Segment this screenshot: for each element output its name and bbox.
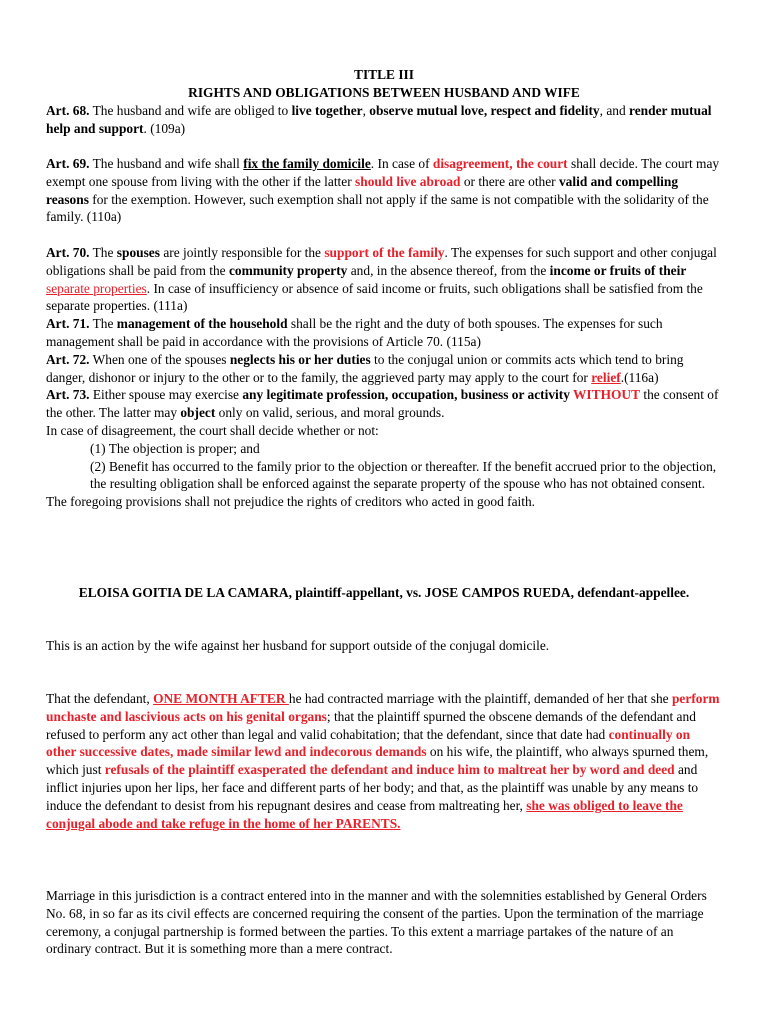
text: and, in the absence thereof, from the: [347, 262, 550, 278]
article-68: [46, 102, 722, 138]
highlight: refusals of the plaintiff exasperated the defendant and induce him to maltreat her by word and deed: [104, 762, 675, 778]
text: shall be the right and the duty of both spouses. The expenses for such management shall be paid in accordance with the provisions of Article 70. (115a): [46, 316, 663, 349]
text: The foregoing provisions shall not prejudice the rights of creditors who acted in good faith.: [46, 494, 536, 510]
text: The husband and wife are obliged to: [89, 103, 292, 118]
text: The: [89, 316, 117, 332]
emphasis: valid and compelling reasons: [46, 173, 679, 207]
text: When one of the spouses: [89, 351, 230, 367]
text: for the exemption. However, such exemption shall not apply if the same is not compatible with the solidarity of the family. (110a): [46, 191, 709, 225]
text: That the defendant,: [46, 691, 154, 706]
text: . (109a): [143, 120, 186, 136]
text: he had contracted marriage with the plaintiff, demanded of her that she: [288, 691, 672, 706]
list-item-1: (1) The objection is proper; and: [90, 440, 260, 456]
article-73-label: Art. 73.: [46, 387, 90, 403]
text: . In case of insufficiency or absence of said income or fruits, such obligations shall be satisfied from the separate properties. (111a): [46, 280, 703, 314]
article-71-label: Art. 71.: [46, 316, 90, 332]
text: or there are other: [460, 173, 559, 189]
text: to the conjugal union or commits acts which tend to bring danger, dishonor or injury to the other or to the family, the aggrieved party may apply to the court for: [46, 351, 684, 385]
highlight: ONE MONTH AFTER: [153, 691, 289, 706]
emphasis: any legitimate profession, occupation, business or activity: [242, 387, 574, 403]
text: The: [89, 245, 117, 260]
highlight: disagreement, the court: [432, 156, 568, 171]
emphasis: community property: [228, 262, 348, 278]
list-item-2: (2) Benefit has occurred to the family prior to the objection or thereafter. If the benefit accrued prior to the objection, the resulting obligation shall be enforced against the separate property of the spouse who has not obtained consent.: [90, 458, 717, 492]
text: , and: [599, 103, 630, 118]
highlight: continually on other successive dates, made similar lewd and indecorous demands: [46, 726, 691, 760]
highlight: should live abroad: [355, 173, 461, 189]
title-line-2: RIGHTS AND OBLIGATIONS BETWEEN HUSBAND AND WIFE: [188, 84, 580, 100]
article-72-label: Art. 72.: [46, 351, 90, 367]
paragraph-3: Marriage in this jurisdiction is a contract entered into in the manner and with the solemnities established by General Orders No. 68, in so far as its civil effects are concerned requiring the consent of the parties. Upon the termination of the marriage ceremony, a conjugal partnership is formed between the parties. To this extent a marriage partakes of the nature of an ordinary contract. But it is something more than a mere contract.: [46, 888, 707, 957]
emphasis: spouses: [116, 245, 160, 260]
emphasis: render mutual help and support: [46, 103, 712, 136]
paragraph-2: [46, 690, 722, 832]
emphasis: observe mutual love, respect and fidelity: [369, 103, 600, 118]
case-title: ELOISA GOITIA DE LA CAMARA, plaintiff-appellant, vs. JOSE CAMPOS RUEDA, defendant-appellee.: [78, 585, 690, 600]
text: The husband and wife shall: [89, 156, 244, 171]
emphasis: live together: [291, 103, 363, 118]
emphasis: neglects his or her duties: [229, 351, 371, 367]
article-70: [46, 244, 722, 511]
text: shall decide. The court may exempt one spouse from living with the other if the latter: [46, 156, 720, 189]
emphasis: management of the household: [116, 316, 288, 332]
highlight: she was obliged to leave the conjugal abode and take refuge in the home of her PARENTS.: [46, 797, 683, 831]
emphasis: fix the family domicile: [243, 156, 371, 171]
highlight: WITHOUT: [573, 387, 640, 403]
text: Either spouse may exercise: [89, 387, 243, 403]
title-heading: [46, 66, 722, 102]
article-69: [46, 155, 722, 226]
highlight: relief: [591, 369, 621, 385]
text: . The expenses for such support and other conjugal obligations shall be paid from the: [46, 245, 717, 278]
text: the consent of the other. The latter may: [46, 387, 719, 421]
text: ,: [362, 103, 370, 118]
text: only on valid, serious, and moral grounds.: [215, 405, 445, 421]
article-70-label: Art. 70.: [46, 245, 90, 260]
highlight: separate properties: [46, 280, 147, 296]
paragraph-1: This is an action by the wife against her husband for support outside of the conjugal domicile.: [46, 638, 550, 653]
highlight: support of the family: [324, 245, 445, 260]
emphasis: object: [180, 405, 216, 421]
text: ; that the plaintiff spurned the obscene demands of the defendant and refused to perform any act other than legal and valid cohabitation; that the defendant, since that date had: [46, 708, 696, 742]
text: on his wife, the plaintiff, who always spurned them, which just: [46, 744, 709, 778]
highlight: perform unchaste and lascivious acts on his genital organs: [46, 691, 720, 724]
text: and inflict injuries upon her lips, her face and different parts of her body; and that, as the plaintiff was unable by any means to induce the defendant to desist from his repugnant desires and cease from maltreating her,: [46, 762, 699, 813]
text: . In case of: [370, 156, 433, 171]
text: are jointly responsible for the: [159, 245, 325, 260]
emphasis: income or fruits of their: [549, 262, 687, 278]
article-69-label: Art. 69.: [46, 156, 90, 171]
text: In case of disagreement, the court shall decide whether or not:: [46, 422, 379, 438]
article-68-label: Art. 68.: [46, 103, 90, 118]
title-line-1: TITLE III: [354, 67, 414, 82]
text: .(116a): [620, 369, 659, 385]
